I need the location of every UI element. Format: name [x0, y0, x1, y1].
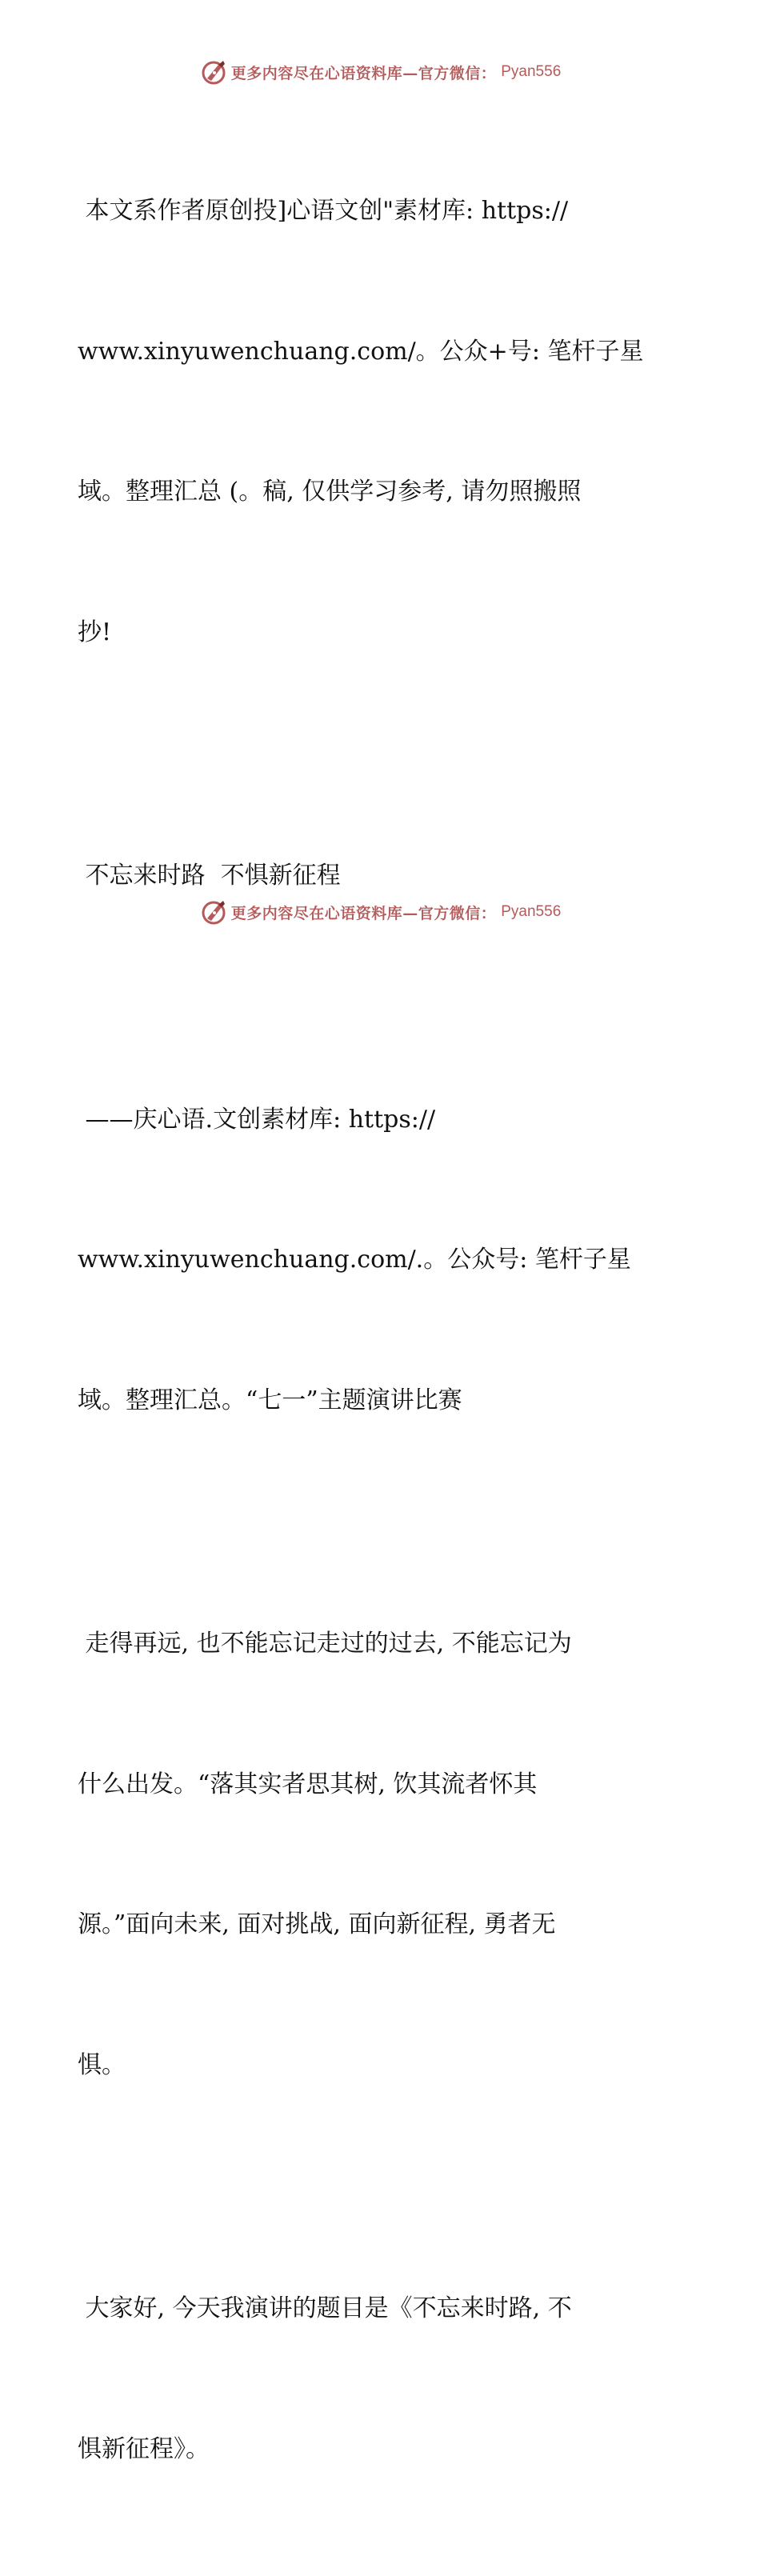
- watermark-text: 更多内容尽在心语资料库—官方微信：: [230, 904, 497, 922]
- document-body: [78, 94, 686, 2576]
- paragraph-body-1: [78, 1527, 686, 2182]
- watermark-account: Pyan556: [501, 903, 562, 920]
- text-line: 什么出发。“落其实者思其树, 饮其流者怀其: [78, 1770, 538, 1798]
- watermark-text: 更多内容尽在心语资料库—官方微信：: [230, 64, 497, 82]
- footer-watermark: [0, 896, 760, 928]
- pen-nib-logo-icon: [199, 898, 228, 926]
- text-line: ——庆心语.文创素材库: https://: [78, 1105, 436, 1134]
- text-line: 域。整理汇总 (。稿, 仅供学习参考, 请勿照搬照: [78, 478, 582, 506]
- text-line: www.xinyuwenchuang.com/。公众+号: 笔杆子星: [78, 337, 644, 366]
- paragraph-body-2: [78, 2192, 686, 2566]
- text-line: 惧。: [78, 2050, 126, 2079]
- text-line: 不忘来时路 不惧新征程: [78, 862, 341, 890]
- text-line: 源。”面向未来, 面对挑战, 面向新征程, 勇者无: [78, 1910, 556, 1938]
- text-line: 抄!: [78, 618, 112, 646]
- text-line: 域。整理汇总。“七一”主题演讲比赛: [78, 1386, 462, 1414]
- paragraph-title: [78, 759, 686, 994]
- paragraph-subtitle: [78, 1003, 686, 1518]
- text-line: 走得再远, 也不能忘记走过的过去, 不能忘记为: [78, 1630, 572, 1658]
- header-watermark: [0, 56, 760, 88]
- text-line: www.xinyuwenchuang.com/.。公众号: 笔杆子星: [78, 1246, 631, 1274]
- watermark-account: Pyan556: [501, 63, 562, 80]
- text-line: 本文系作者原创投]心语文创"素材库: https://: [78, 197, 569, 225]
- pen-nib-logo-icon: [199, 58, 228, 86]
- text-line: 大家好, 今天我演讲的题目是《不忘来时路, 不: [78, 2294, 572, 2322]
- text-line: 惧新征程》。: [78, 2434, 210, 2463]
- paragraph-intro: [78, 94, 686, 750]
